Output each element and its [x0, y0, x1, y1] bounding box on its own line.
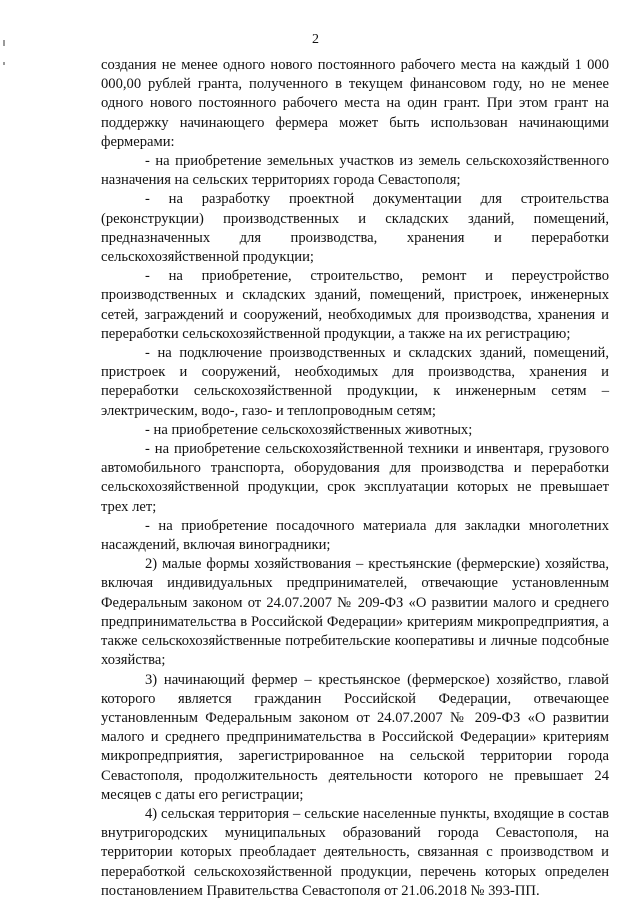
list-item-planting: - на приобретение посадочного материала для закладки многолетних насаждений, включая виноградники; [101, 517, 609, 554]
definition-beginning-farmer: 3) начинающий фермер – крестьянское (фермерское) хозяйство, главой которого является гражданин Российской Федерации, отвечающее установленным Федеральным законом от 24.07.2007 № 209-ФЗ «О развитии малого и среднего предпринимательства в Российской Федерации» критериям микропредприятия, зарегистрированное на сельской территории города Севастополя, продолжительность деятельности которого не превышает 24 месяцев с даты его регистрации; [101, 671, 609, 803]
definition-rural-territory: 4) сельская территория – сельские населенные пункты, входящие в состав внутригородских муниципальных образований города Севастополя, на территории которых преобладает деятельность, связанная с производством и переработкой сельскохозяйственной продукции, перечень которых определен постановлением Правительства Севастополя от 21.06.2018 № 393-ПП. [101, 805, 609, 899]
scan-edge-mark [3, 62, 5, 65]
list-item-design-docs: - на разработку проектной документации для строительства (реконструкции) производственных и складских зданий, помещений, предназначенных для производства, хранения и переработки сельскохозяйственной продукции; [101, 191, 609, 266]
page-number: 2 [312, 32, 319, 47]
list-item-land: - на приобретение земельных участков из земель сельскохозяйственного назначения на сельских территориях города Севастополя; [101, 153, 609, 189]
list-item-construction: - на приобретение, строительство, ремонт и переустройство производственных и складских зданий, помещений, пристроек, инженерных сетей, заграждений и сооружений, необходимых для производства, хранения и переработки сельскохозяйственной продукции, а также на их регистрацию; [101, 268, 609, 342]
list-item-machinery: - на приобретение сельскохозяйственной техники и инвентаря, грузового автомобильного транспорта, оборудования для производства и переработки сельскохозяйственной продукции, срок эксплуатации которых не превышает трех лет; [101, 441, 609, 515]
list-item-utilities: - на подключение производственных и складских зданий, помещений, пристроек и сооружений, необходимых для производства, хранения и переработки сельскохозяйственной продукции, к инженерным сетям – электрическим, водо-, газо- и теплопроводным сетям; [101, 345, 609, 419]
document-body [101, 56, 609, 901]
definition-small-farms: 2) малые формы хозяйствования – крестьянские (фермерские) хозяйства, включая индивидуальных предпринимателей, отвечающие установленным Федеральным законом от 24.07.2007 № 209-ФЗ «О развитии малого и среднего предпринимательства в Российской Федерации» критериям микропредприятия, а также сельскохозяйственные потребительские кооперативы и личные подсобные хозяйства; [101, 556, 609, 669]
list-item-animals: - на приобретение сельскохозяйственных животных; [145, 421, 473, 438]
paragraph: создания не менее одного нового постоянного рабочего места на каждый 1 000 000,00 рублей гранта, полученного в текущем финансовом году, но не менее одного нового постоянного рабочего места на один грант. При этом грант на поддержку начинающего фермера может быть использован начинающими фермерами: [101, 57, 609, 150]
